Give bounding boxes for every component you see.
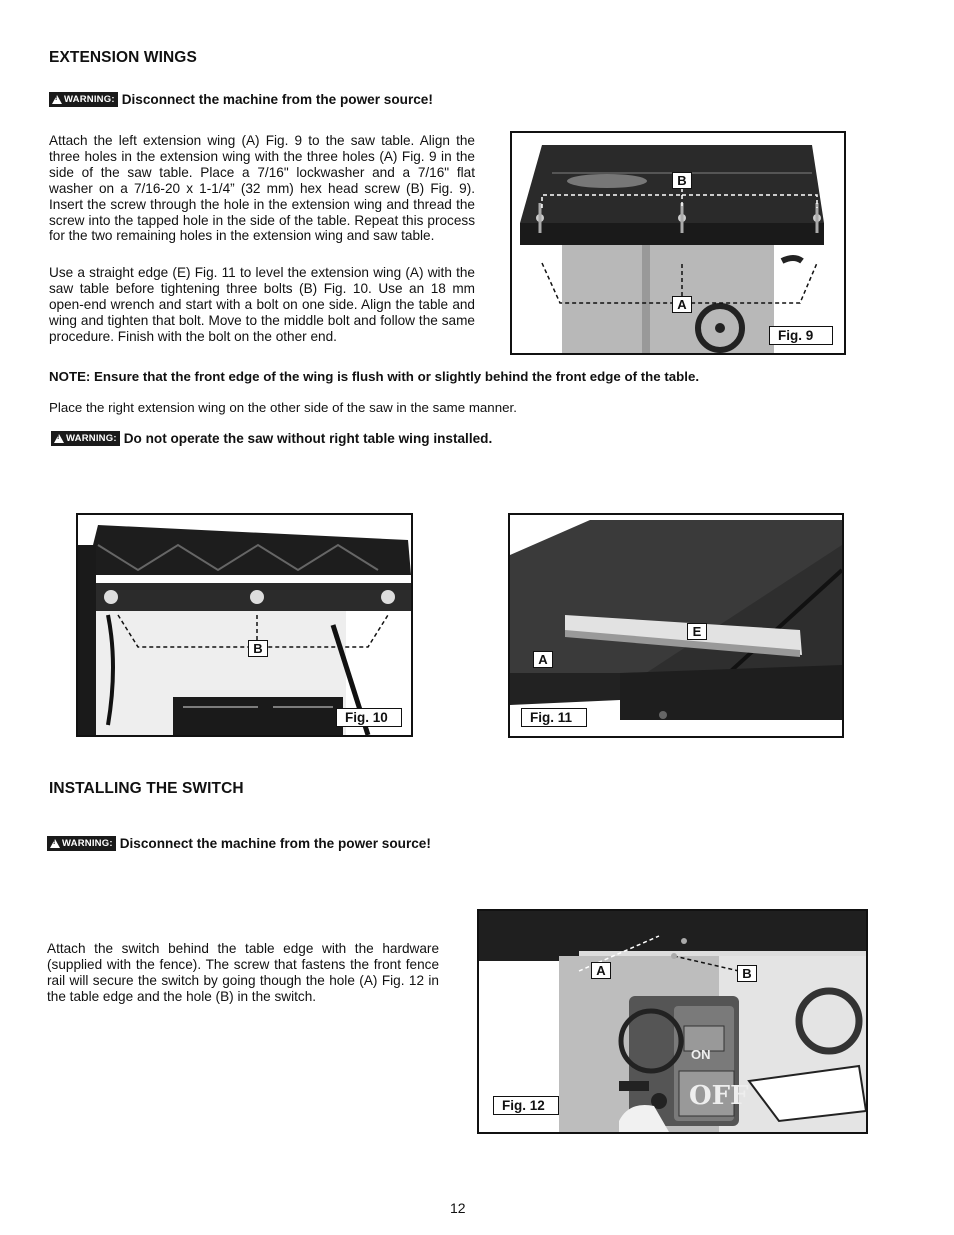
warning-triangle-icon bbox=[50, 839, 60, 848]
figure-11 bbox=[508, 513, 844, 738]
paragraph-attach-switch: Attach the switch behind the table edge with the hardware (supplied with the fence). The screw that fastens the front fence rail will secure the switch by going though the hole (A) Fig. 12 in the table edge and the hole (B) in the switch. bbox=[47, 941, 439, 1004]
section-heading-extension-wings: EXTENSION WINGS bbox=[49, 49, 197, 66]
figure-label: Fig. 10 bbox=[336, 708, 402, 727]
callout-a: A bbox=[533, 651, 553, 668]
warning-disconnect-2 bbox=[47, 836, 431, 851]
warning-triangle-icon bbox=[52, 95, 62, 104]
figure-label: Fig. 11 bbox=[521, 708, 587, 727]
paragraph-right-wing: Place the right extension wing on the other side of the saw in the same manner. bbox=[49, 400, 517, 415]
warning-right-wing bbox=[51, 431, 492, 446]
warning-badge-text: WARNING: bbox=[66, 433, 117, 444]
callout-a: A bbox=[591, 962, 611, 979]
warning-badge bbox=[47, 836, 116, 851]
warning-badge bbox=[51, 431, 120, 446]
figure-9 bbox=[510, 131, 846, 355]
warning-disconnect-1 bbox=[49, 92, 433, 107]
warning-text: Disconnect the machine from the power source! bbox=[121, 92, 433, 107]
warning-triangle-icon bbox=[54, 434, 64, 443]
section-heading-installing-switch: INSTALLING THE SWITCH bbox=[49, 780, 244, 797]
switch-on-label: ON bbox=[691, 1047, 711, 1062]
note-front-edge: NOTE: Ensure that the front edge of the wing is flush with or slightly behind the front edge of the table. bbox=[49, 369, 700, 384]
callout-b: B bbox=[248, 640, 268, 657]
figure-10-photo bbox=[78, 515, 411, 735]
warning-text: Do not operate the saw without right table wing installed. bbox=[123, 431, 493, 446]
callout-b: B bbox=[672, 172, 692, 189]
figure-label: Fig. 12 bbox=[493, 1096, 559, 1115]
warning-text: Disconnect the machine from the power source! bbox=[119, 836, 431, 851]
switch-off-label: OFF bbox=[689, 1081, 749, 1111]
warning-badge-text: WARNING: bbox=[64, 94, 115, 105]
callout-b: B bbox=[737, 965, 757, 982]
page-number: 12 bbox=[450, 1200, 466, 1216]
figure-label: Fig. 9 bbox=[769, 326, 833, 345]
callout-e: E bbox=[687, 623, 707, 640]
paragraph-attach-wing: Attach the left extension wing (A) Fig. 9 to the saw table. Align the three holes in the extension wing with the three holes (A) Fig. 9 in the side of the saw table. Place a 7/16" lockwasher and a 7/16" flat washer on a 7/16-20 x 1-1/4” (32 mm) hex head screw (B) Fig. 9). Insert the screw through the hole in the extension wing and thread the screw into the tapped hole in the side of the table. Repeat this process for the two remaining holes in the extension wing and saw table. bbox=[49, 133, 475, 244]
callout-a: A bbox=[672, 296, 692, 313]
paragraph-level-wing: Use a straight edge (E) Fig. 11 to level the extension wing (A) with the saw table before tightening three bolts (B) Fig. 10. Use an 18 mm open-end wrench and start with a bolt on one side. Align the table and wing and tighten that bolt. Move to the middle bolt and follow the same procedure. Finish with the bolt on the other end. bbox=[49, 265, 475, 344]
warning-badge bbox=[49, 92, 118, 107]
figure-10 bbox=[76, 513, 413, 737]
figure-12 bbox=[477, 909, 868, 1134]
figure-11-photo bbox=[510, 515, 842, 736]
warning-badge-text: WARNING: bbox=[62, 838, 113, 849]
figure-9-photo bbox=[512, 133, 844, 353]
